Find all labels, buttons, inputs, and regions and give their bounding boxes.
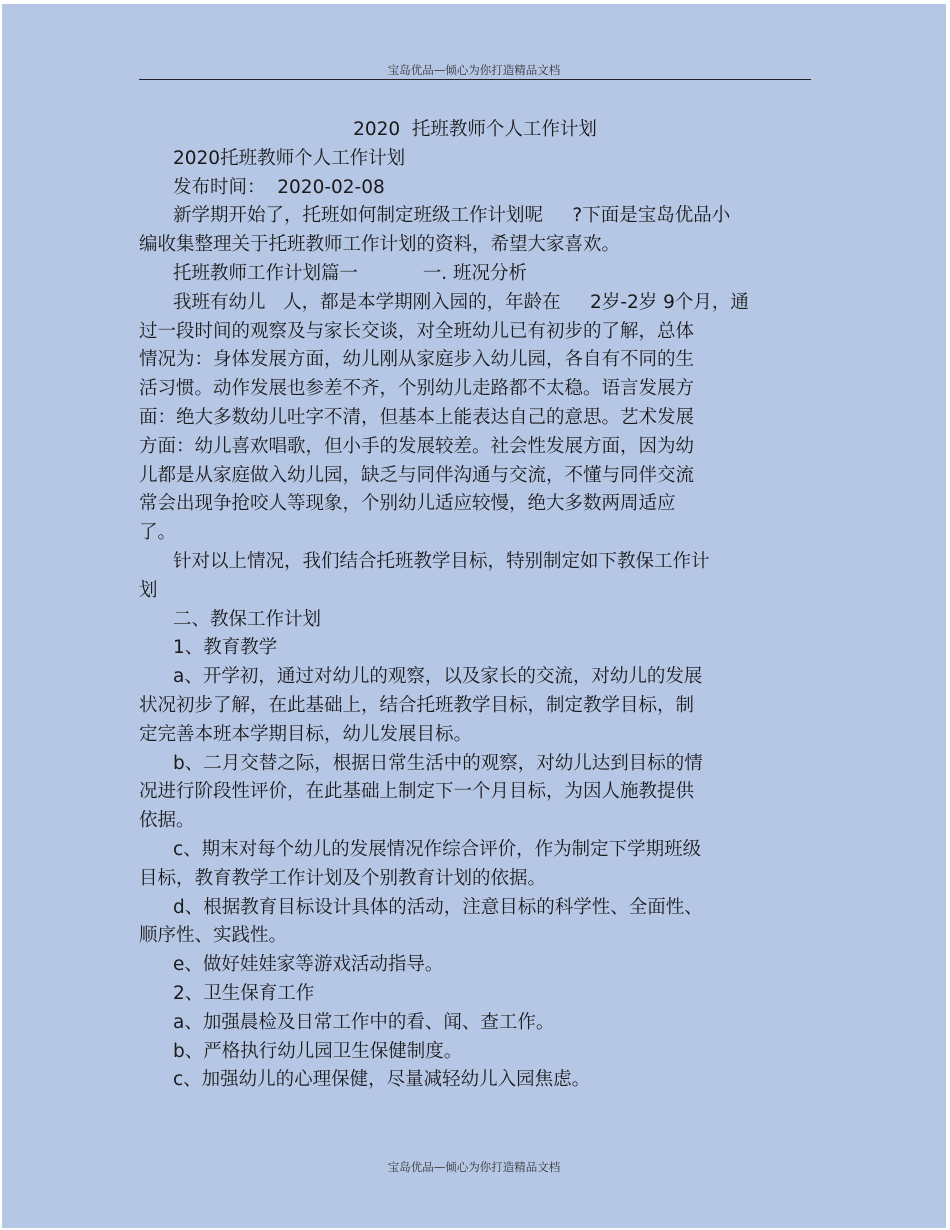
text-line: 面：绝大多数幼儿吐字不清，但基本上能表达自己的意思。艺术发展 [139,406,695,428]
text-line: 常会出现争抢咬人等现象，个别幼儿适应较慢，绝大多数两周适应 [139,493,676,515]
document-title: 2020 托班教师个人工作计划 [353,119,597,140]
document-body [139,116,811,1095]
header-divider [139,79,811,80]
text-line: c、期末对每个幼儿的发展情况作综合评价，作为制定下学期班级 [173,838,702,860]
document-page [2,4,946,1228]
text-line: 方面：幼儿喜欢唱歌，但小手的发展较差。社会性发展方面，因为幼 [139,435,695,457]
page-footer: 宝岛优品—倾心为你打造精品文档 [387,1160,561,1174]
text-line: 发布时间： 2020-02-08 [173,176,385,198]
text-line: a、开学初，通过对幼儿的观察，以及家长的交流，对幼儿的发展 [173,666,703,688]
text-line: 新学期开始了，托班如何制定班级工作计划呢 ?下面是宝岛优品小 [173,205,731,227]
text-line: 了。 [139,522,177,544]
text-line: 针对以上情况，我们结合托班教学目标，特别制定如下教保工作计 [173,550,710,572]
text-line: 2、卫生保育工作 [173,982,315,1004]
page-header: 宝岛优品—倾心为你打造精品文档 [387,63,561,77]
text-line: 儿都是从家庭做入幼儿园，缺乏与同伴沟通与交流，不懂与同伴交流 [139,464,695,486]
text-line: 活习惯。动作发展也参差不齐，个别幼儿走路都不太稳。语言发展方 [139,378,695,400]
text-line: a、加强晨检及日常工作中的看、闻、查工作。 [173,1011,555,1033]
text-line: 托班教师工作计划篇一 一. 班况分析 [173,262,527,284]
text-line: 我班有幼儿 人，都是本学期刚入园的，年龄在 2岁-2岁 9个月，通 [173,291,749,313]
text-line: d、根据教育目标设计具体的活动，注意目标的科学性、全面性、 [173,896,703,918]
text-line: 过一段时间的观察及与家长交谈，对全班幼儿已有初步的了解，总体 [139,320,695,342]
text-line: 依据。 [139,810,195,832]
text-line: 1、教育教学 [173,637,278,659]
text-line: 划 [139,579,158,601]
text-line: 况进行阶段性评价，在此基础上制定下一个月目标，为因人施教提供 [139,781,695,803]
text-line: 定完善本班本学期目标，幼儿发展目标。 [139,723,473,745]
text-line: 二、教保工作计划 [173,608,322,630]
text-line: 编收集整理关于托班教师工作计划的资料，希望大家喜欢。 [139,234,621,256]
text-line: 顺序性、实践性。 [139,925,288,947]
text-line: 2020托班教师个人工作计划 [173,147,406,169]
text-line: c、加强幼儿的心理保健，尽量减轻幼儿入园焦虑。 [173,1069,591,1091]
text-line: e、做好娃娃家等游戏活动指导。 [173,954,444,976]
text-line: 目标，教育教学工作计划及个别教育计划的依据。 [139,867,547,889]
text-line: b、严格执行幼儿园卫生保健制度。 [173,1040,463,1062]
text-line: 情况为：身体发展方面，幼儿刚从家庭步入幼儿园，各自有不同的生 [139,349,695,371]
text-line: 状况初步了解，在此基础上，结合托班教学目标，制定教学目标，制 [139,694,695,716]
text-line: b、二月交替之际，根据日常生活中的观察，对幼儿达到目标的情 [173,752,703,774]
